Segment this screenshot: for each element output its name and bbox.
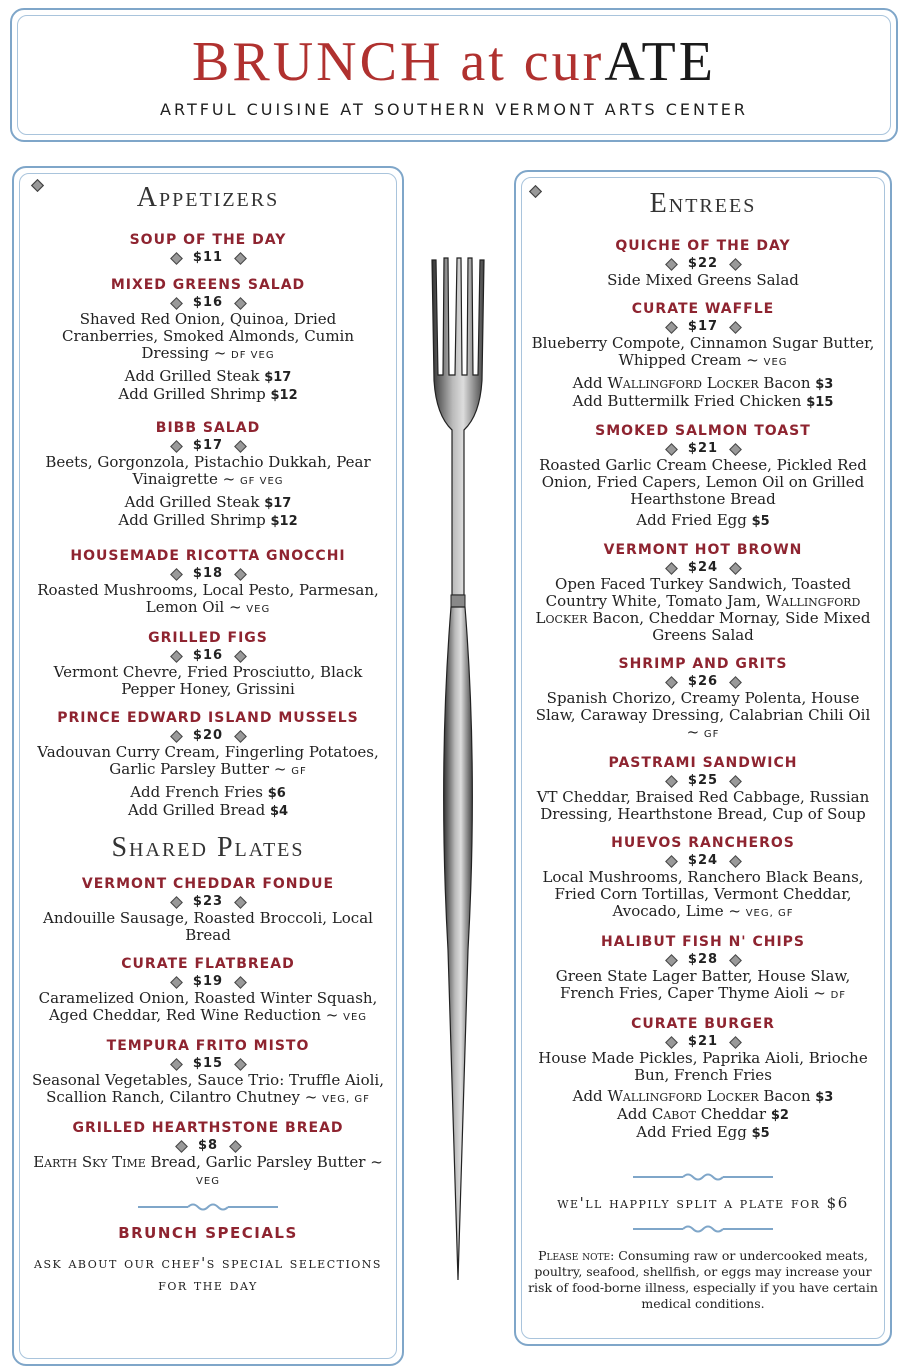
item-description: Seasonal Vegetables, Sauce Trio: Truffle Aioli, Scallion Ranch, Cilantro Chutney ~ VEG, GF [32, 1071, 384, 1106]
item-addon: Add Grilled Shrimp $12 [118, 511, 298, 529]
item-description: Shaved Red Onion, Quinoa, Dried Cranberries, Smoked Almonds, Cumin Dressing ~ DF VEG [61, 310, 355, 362]
item-addon: Add Grilled Steak $17 [124, 493, 292, 511]
item-price: $21 [528, 441, 878, 456]
divider-swirl-icon [633, 1224, 773, 1234]
item-addon: Add Wallingford Locker Bacon $3 [572, 374, 834, 392]
item-addon: Add Fried Egg $5 [636, 511, 770, 529]
item-price: $15 [30, 1056, 386, 1071]
item-price: $22 [528, 256, 878, 271]
item-price: $24 [528, 853, 878, 868]
menu-subtitle: ARTFUL CUISINE AT SOUTHERN VERMONT ARTS CENTER [160, 100, 748, 119]
item-price: $24 [528, 560, 878, 575]
item-name: HALIBUT FISH N' CHIPS [600, 934, 805, 950]
item-price: $16 [30, 295, 386, 310]
item-addon: Add Buttermilk Fried Chicken $15 [572, 392, 834, 410]
section-title-entrees: Entrees [649, 188, 757, 219]
item-description: Open Faced Turkey Sandwich, Toasted Country White, Tomato Jam, Wallingford Locker Bacon, Cheddar Mornay, Side Mixed Greens Salad [535, 575, 871, 644]
item-description: Roasted Mushrooms, Local Pesto, Parmesan, Lemon Oil ~ VEG [37, 581, 379, 616]
item-price: $16 [30, 648, 386, 663]
item-price: $18 [30, 566, 386, 581]
item-price: $17 [30, 438, 386, 453]
item-price: $20 [30, 728, 386, 743]
item-price: $21 [528, 1034, 878, 1049]
item-name: PASTRAMI SANDWICH [608, 755, 798, 771]
item-addon: Add Grilled Shrimp $12 [118, 385, 298, 403]
fork-icon [418, 250, 498, 1285]
brunch-specials-note: ask about our chef's special selections for the day [34, 1254, 382, 1294]
item-description: Earth Sky Time Bread, Garlic Parsley Butter ~ VEG [33, 1153, 383, 1187]
item-name: BIBB SALAD [155, 420, 261, 436]
item-description: Green State Lager Batter, House Slaw, French Fries, Caper Thyme Aioli ~ DF [555, 967, 851, 1002]
item-addon: Add Cabot Cheddar $2 [617, 1105, 789, 1123]
item-name: CURATE BURGER [631, 1016, 775, 1032]
divider-swirl-icon [138, 1202, 278, 1212]
item-description: Caramelized Onion, Roasted Winter Squash, Aged Cheddar, Red Wine Reduction ~ VEG [38, 989, 378, 1024]
item-name: PRINCE EDWARD ISLAND MUSSELS [57, 710, 359, 726]
item-description: Andouille Sausage, Roasted Broccoli, Local Bread [43, 909, 373, 944]
item-name: VERMONT CHEDDAR FONDUE [81, 876, 335, 892]
item-description: Beets, Gorgonzola, Pistachio Dukkah, Pear Vinaigrette ~ GF VEG [45, 453, 371, 488]
item-name: MIXED GREENS SALAD [110, 277, 306, 293]
item-description: Roasted Garlic Cream Cheese, Pickled Red Onion, Fried Capers, Lemon Oil on Grilled Hearthstone Bread [539, 456, 867, 508]
item-addon: Add Grilled Bread $4 [127, 801, 289, 819]
item-name: CURATE FLATBREAD [121, 956, 295, 972]
item-name: SMOKED SALMON TOAST [595, 423, 811, 439]
item-description: Blueberry Compote, Cinnamon Sugar Butter, Whipped Cream ~ VEG [531, 334, 875, 369]
item-description: House Made Pickles, Paprika Aioli, Brioche Bun, French Fries [538, 1049, 868, 1084]
item-addon: Add Grilled Steak $17 [124, 367, 292, 385]
section-title-shared-plates: Shared Plates [111, 832, 305, 863]
item-name: GRILLED HEARTHSTONE BREAD [72, 1120, 344, 1136]
item-name: GRILLED FIGS [148, 630, 268, 646]
header-banner [10, 8, 898, 142]
right-column [528, 188, 878, 1312]
item-addon: Add Fried Egg $5 [636, 1123, 770, 1141]
divider-swirl-icon [633, 1172, 773, 1182]
item-addon: Add Wallingford Locker Bacon $3 [572, 1087, 834, 1105]
item-description: Spanish Chorizo, Creamy Polenta, House Slaw, Caraway Dressing, Calabrian Chili Oil ~ GF [535, 689, 871, 741]
item-price: $17 [528, 319, 878, 334]
item-price: $23 [30, 894, 386, 909]
item-name: TEMPURA FRITO MISTO [106, 1038, 310, 1054]
item-name: CURATE WAFFLE [631, 301, 775, 317]
item-price: $28 [528, 952, 878, 967]
item-description: Local Mushrooms, Ranchero Black Beans, Fried Corn Tortillas, Vermont Cheddar, Avocado, Lime ~ VEG, GF [542, 868, 864, 920]
item-description: Vadouvan Curry Cream, Fingerling Potatoes, Garlic Parsley Butter ~ GF [37, 743, 379, 778]
item-price: $19 [30, 974, 386, 989]
item-price: $8 [30, 1138, 386, 1153]
item-name: HOUSEMADE RICOTTA GNOCCHI [70, 548, 346, 564]
menu-title: BRUNCH at curATE [192, 31, 716, 93]
item-name: SOUP OF THE DAY [129, 232, 287, 248]
item-price: $26 [528, 674, 878, 689]
item-name: HUEVOS RANCHEROS [611, 835, 795, 851]
left-column [30, 182, 386, 1296]
item-description: VT Cheddar, Braised Red Cabbage, Russian Dressing, Hearthstone Bread, Cup of Soup [536, 788, 870, 823]
item-name: QUICHE OF THE DAY [615, 238, 791, 254]
brunch-specials-title: BRUNCH SPECIALS [118, 1224, 298, 1242]
health-disclaimer: Please note: Consuming raw or undercooked meats, poultry, seafood, shellfish, or eggs may increase your risk of food-borne illness, especially if you have certain medical conditions. [528, 1248, 878, 1311]
item-price: $11 [30, 250, 386, 265]
section-title-appetizers: Appetizers [136, 182, 280, 213]
item-description: Side Mixed Greens Salad [607, 271, 799, 289]
item-description: Vermont Chevre, Fried Prosciutto, Black Pepper Honey, Grissini [53, 663, 363, 698]
item-price: $25 [528, 773, 878, 788]
item-name: SHRIMP AND GRITS [618, 656, 788, 672]
item-addon: Add French Fries $6 [130, 783, 286, 801]
item-name: VERMONT HOT BROWN [603, 542, 803, 558]
split-plate-note: we'll happily split a plate for $6 [557, 1194, 849, 1212]
